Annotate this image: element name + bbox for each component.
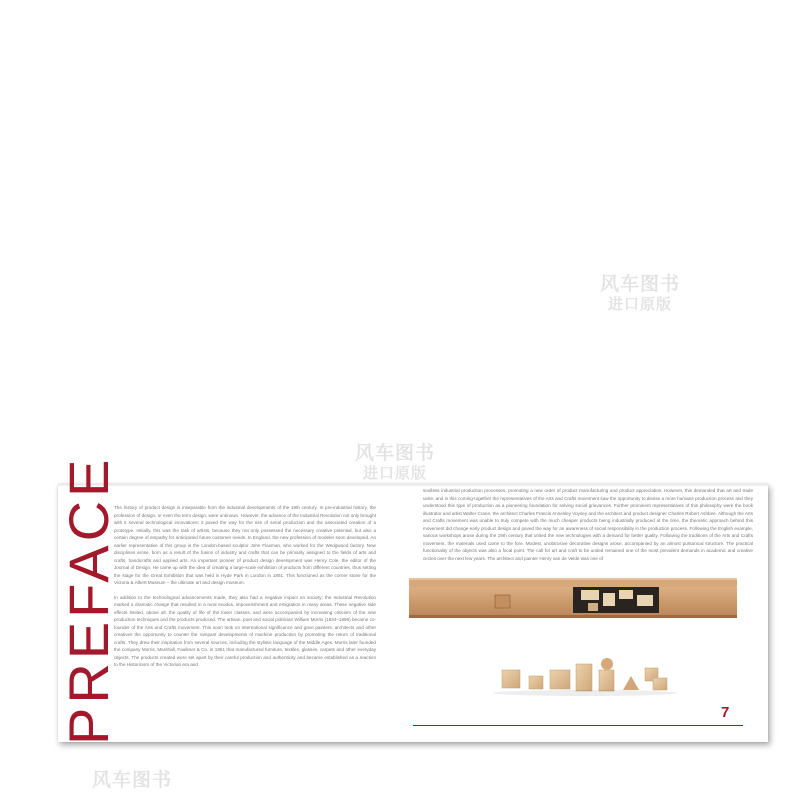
cube-block xyxy=(653,678,667,690)
wooden-block-box-photo xyxy=(405,566,765,714)
watermark xyxy=(600,274,680,313)
paragraph: In addition to the technological advancements made, they also had a negative impact on society; the Industrial Revolution marked a dramatic change that resulted in a rural exodus, impoverishment and emigration in many areas. These negative side effects limited, above all, the quality of life of the lower classes, and were accompanied by increasing criticism of the new production techniques and the products produced. The artisan, poet and social politician William Morris (1834–1896) became co-founder of the Arts and Crafts movement. This soon took on international significance and gave painters, architects and other creatives the opportunity to counter the rampant developments of machine production by promoting the return of traditional crafts. They drew their inspiration from several sources, including the stylistic language of the Middle Ages. Morris later founded the company Morris, Marshall, Faulkner & Co. in 1861 that manufactured furniture, textiles, glasses, carpets and other everyday objects. The products created were set apart by their careful production and authenticity and became established as a reaction to the Historicism of the Victorian era and xyxy=(114,594,376,667)
watermark-line1: 风车图书 xyxy=(600,273,681,295)
page-title: PREFACE xyxy=(57,455,120,745)
paragraph: soulless industrial production processes, promoting a new order of product manufacturing and product appreciation. However, this demanded that art and trade unite, and in this coming-together the representatives of the Arts and Crafts movement saw the opportunity to devise a more humane production process and they understood this type of production as a pioneering foundation for solving social grievances. Further prominent representatives of this philosophy were the book illustrator and artist Walter Crane, the architect Charles Francis Annesley Voysey and the architect and product designer Charles Robert Ashbee. Although the Arts and Crafts movement was unable to truly compete with the much cheaper products being industrially produced at the time, the theoretic approach behind this movement did change early product design and paved the way for an awareness of social responsibility in the production process. Following the English example, various workshops arose during the 19th century that united the new technologies with a demand for better quality. Following the traditions of the Arts and Crafts movement, the materials used came to the fore. Modest, unobtrusive decorative designs arose, accompanied by an almost puritanical structure. The practical functionality of the objects was also a focal point. The call for art and craft to be united remained one of the most prevalent demands in academic and creative circles over the next few years. The architect and painter Henry van de Velde was one of xyxy=(423,488,753,561)
watermark-line1: 风车图书 xyxy=(355,442,436,464)
watermark-line2: 进口原版 xyxy=(608,294,673,313)
tall-block xyxy=(576,664,592,691)
watermark xyxy=(92,770,172,792)
page-number-rule xyxy=(413,725,743,726)
cube-block xyxy=(502,670,520,688)
body-text-right-column xyxy=(423,487,753,569)
watermark-line1: 风车图书 xyxy=(92,769,173,791)
page-number: 7 xyxy=(721,704,730,721)
sphere-block xyxy=(601,658,613,670)
pyramid-block xyxy=(623,676,639,690)
watermark xyxy=(355,443,435,482)
cube-block xyxy=(550,670,570,689)
watermark-line2: 进口原版 xyxy=(363,463,428,482)
cube-block xyxy=(529,676,543,689)
paragraph: The history of product design is inseparable from the industrial developments of the 19th century. In pre-industrial history, the profession of design, or even the term design, were unknown. However, the advance of the Industrial Revolution not only brought with it several technological innovations; it paved the way for the rise of serial production and the associated creation of a prototype. Initially, this was the task of artists, because they not only possessed the necessary creative potential, but also a certain degree of empathy for anticipated future customer needs. In England, the new profession of modeler soon developed. An earlier representative of this group is the London-based sculptor John Flaxman, who worked for the Wedgwood factory. New disciplines arose, born as a result of the fusion of industry and crafts that can be primarily assigned to the fields of arts and crafts, handicrafts and applied arts. An important pioneer of product design development was Henry Cole, the editor of the Journal of Design. He came up with the idea of creating a large-scale exhibition of products from different countries, thus setting the stage for the Great Exhibition that was held in Hyde Park in London in 1851. This functioned as the corner stone for the Victoria & Albert Museum – the ultimate art and design museum. xyxy=(114,505,377,585)
block xyxy=(599,670,614,691)
body-text-left-column xyxy=(114,504,376,676)
